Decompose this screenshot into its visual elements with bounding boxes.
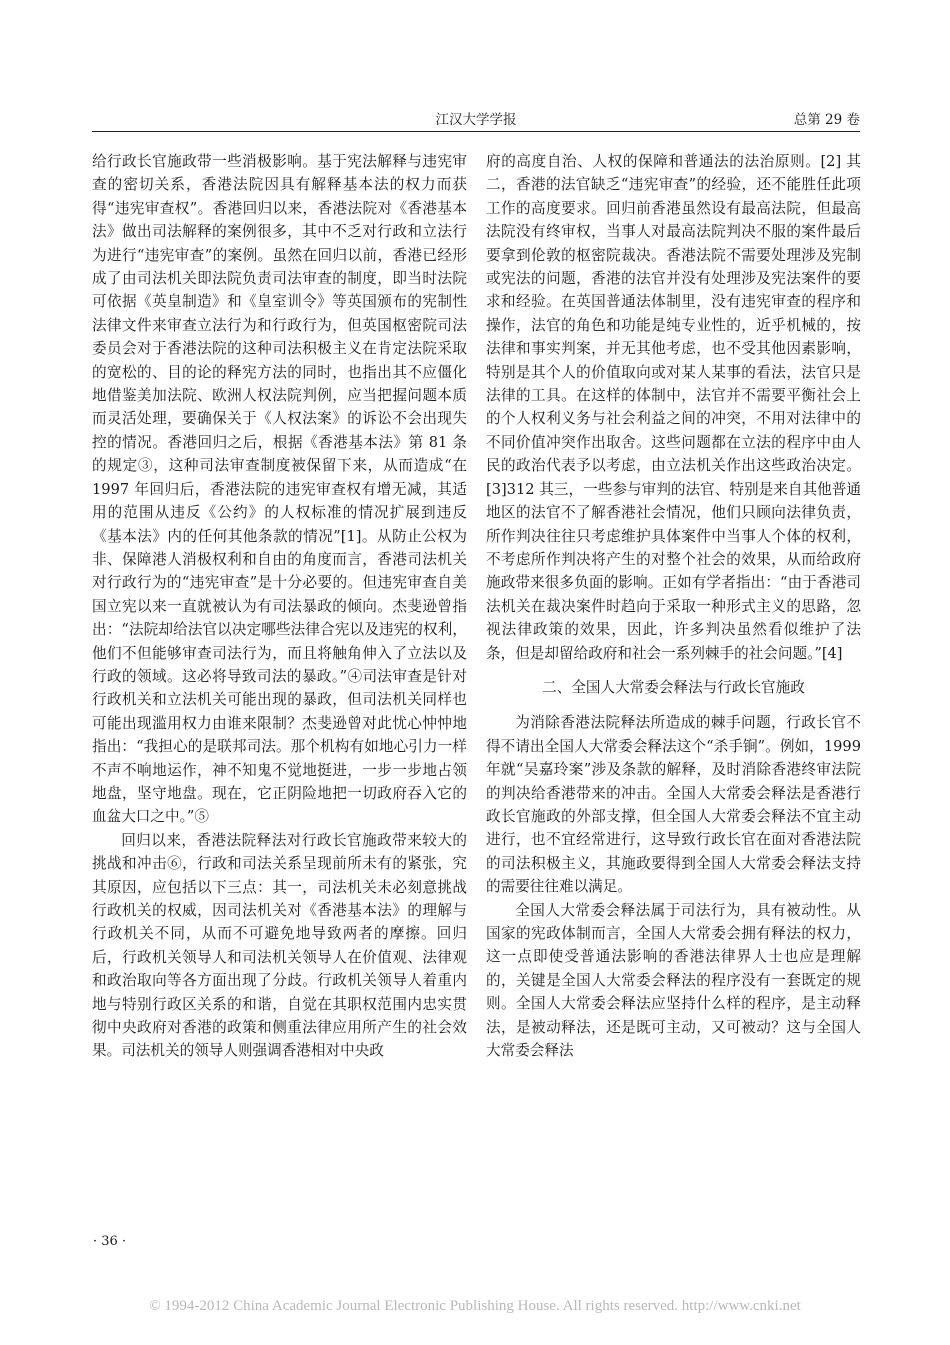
header-rule — [92, 131, 860, 132]
copyright-footer: © 1994-2012 China Academic Journal Electronic Publishing House. All rights reserved. http://www.cnki.net — [149, 1298, 801, 1314]
left-column — [92, 150, 467, 1063]
section-heading: 二、全国人大常委会释法与行政长官施政 — [542, 678, 805, 696]
paragraph: 回归以来，香港法院释法对行政长官施政带来较大的挑战和冲击⑥，行政和司法关系呈现前所未有的紧张，究其原因，应包括以下三点：其一，司法机关未必刻意挑战行政机关的权威，因司法机关对《香港基本法》的理解与行政机关不同，从而不可避免地导致两者的摩擦。回归后，行政机关领导人和司法机关领导人在价值观、法律观和政治取向等各方面出现了分歧。行政机关领导人着重内地与特别行政区关系的和谐，自觉在其职权范围内忠实贯彻中央政府对香港的政策和侧重法律应用所产生的社会效果。司法机关的领导人则强调香港相对中央政 — [92, 831, 467, 1060]
paragraph: 府的高度自治、人权的保障和普通法的法治原则。[2] 其二，香港的法官缺乏“违宪审查”的经验，还不能胜任此项工作的高度要求。回归前香港虽然设有最高法院，但最高法院没有终审权，当事人对最高法院判决不服的案件最后要拿到伦敦的枢密院裁决。香港法院不需要处理涉及宪制或宪法的问题，香港的法官并没有处理涉及宪法案件的要求和经验。在英国普通法体制里，没有违宪审查的程序和操作，法官的角色和功能是纯专业性的，近乎机械的，按法律和事实判案，并无其他考虑，也不受其他因素影响，特别是其个人的价值取向或对某人某事的看法，法官只是法律的工具。在这样的体制中，法官并不需要平衡社会上的个人权利义务与社会利益之间的冲突，不用对法律中的不同价值冲突作出取舍。这些问题都在立法的程序中由人民的政治代表予以考虑，由立法机关作出这些政治决定。[3]312 其三，一些参与审判的法官、特别是来自其他普通地区的法官不了解香港社会情况，他们只顾向法律负责，所作判决往往只考虑维护具体案件中当事人个体的权利，不考虑所作判决将产生的对整个社会的效果，从而给政府施政带来很多负面的影响。正如有学者指出：“由于香港司法机关在裁决案件时趋向于采取一种形式主义的思路，忽视法律政策的效果，因此，许多判决虽然看似维护了法条，但是却留给政府和社会一系列棘手的社会问题。”[4] — [486, 153, 861, 662]
volume-label: 总第 29 卷 — [793, 112, 860, 128]
page-number: · 36 · — [93, 1234, 127, 1249]
paragraph: 给行政长官施政带一些消极影响。基于宪法解释与违宪审查的密切关系，香港法院因具有解释基本法的权力而获得“违宪审查权”。香港回归以来，香港法院对《香港基本法》做出司法解释的案例很多，其中不乏对行政和立法行为进行“违宪审查”的案例。虽然在回归以前，香港已经形成了由司法机关即法院负责司法审查的制度，即当时法院可依据《英皇制造》和《皇室训令》等英国颁布的宪制性法律文件来审查立法行为和行政行为，但英国枢密院司法委员会对于香港法院的这种司法积极主义在肯定法院采取的宽松的、目的论的释宪方法的同时，也指出其不应僵化地借鉴美加法院、欧洲人权法院判例，应当把握问题本质而灵活处理，要确保关于《人权法案》的诉讼不会出现失控的情况。香港回归之后，根据《香港基本法》第 81 条的规定③，这种司法审查制度被保留下来，从而造成“在 1997 年回归后，香港法院的违宪审查权有增无减，其适用的范围从违反《公约》的人权标准的情况扩展到违反《基本法》内的任何其他条款的情况”[1]。从防止公权为非、保障港人消极权利和自由的角度而言，香港司法机关对行政行为的“违宪审查”是十分必要的。但违宪审查自美国立宪以来一直就被认为有司法暴政的倾向。杰斐逊曾指出：“法院却给法官以决定哪些法律合宪以及违宪的权利，他们不但能够审查司法行为，而且将触角伸入了立法以及行政的领域。这必将导致司法的暴政。”④司法审查是针对行政机关和立法机关可能出现的暴政，但司法机关同样也可能出现滥用权力由谁来限制？杰斐逊曾对此忧心忡忡地指出：“我担心的是联邦司法。那个机构有如地心引力一样不声不响地运作，神不知鬼不觉地挺进，一步一步地占领地盘，坚守地盘。现在，它正阴险地把一切政府吞入它的血盆大口之中。”⑤ — [92, 153, 467, 826]
paragraph: 为消除香港法院释法所造成的棘手问题，行政长官不得不请出全国人大常委会释法这个“杀手锏”。例如，1999 年就“吴嘉玲案”涉及条款的解释，及时消除香港终审法院的判决给香港带来的冲击。全国人大常委会释法是香港行政长官施政的外部支撑，但全国人大常委会释法不宜主动进行，也不宜经常进行，这导致行政长官在面对香港法院的司法积极主义，其施政要得到全国人大常委会释法支持的需要往往难以满足。 — [486, 714, 861, 896]
journal-title: 江汉大学学报 — [435, 112, 517, 128]
right-column — [486, 150, 861, 1062]
running-header — [92, 102, 860, 130]
paragraph: 全国人大常委会释法属于司法行为，具有被动性。从国家的宪政体制而言，全国人大常委会拥有释法的权力，这一点即使受普通法影响的香港法律界人士也应是理解的，关键是全国人大常委会释法的程序没有一套既定的规则。全国人大常委会释法应坚持什么样的程序，是主动释法，是被动释法，还是既可主动，又可被动？这与全国人大常委会释法 — [486, 901, 861, 1060]
